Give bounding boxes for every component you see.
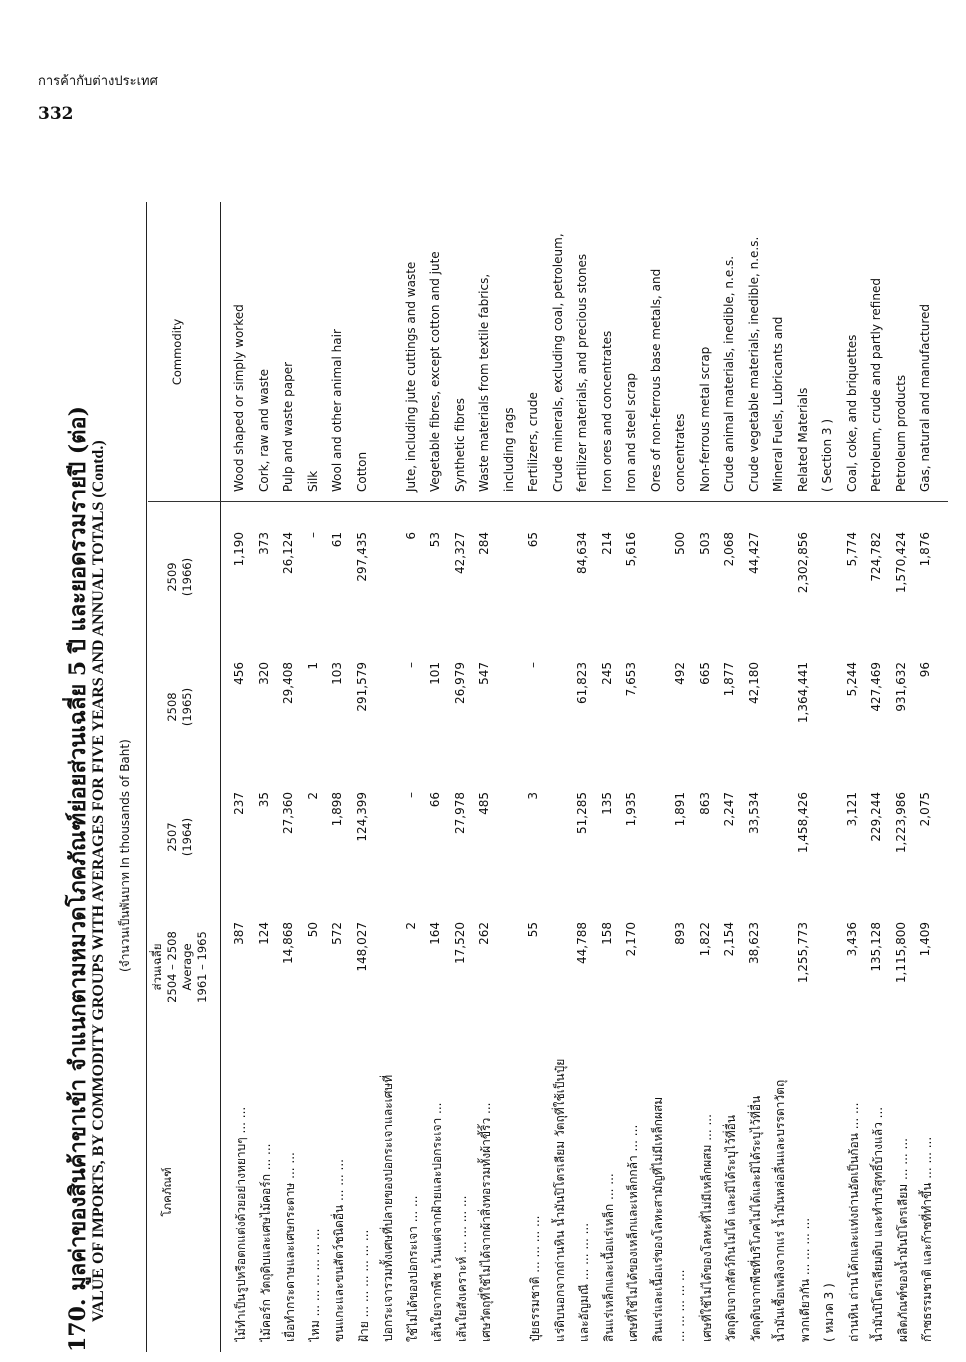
cell-th: เศษที่ใช้ไม่ได้ของเหล็กและเหล็กกล้า ... ... xyxy=(626,1124,640,1342)
cell-y66: 44,427 xyxy=(746,532,761,574)
cell-y66: 84,634 xyxy=(575,532,589,574)
cell-en: Ores of non-ferrous base metals, and xyxy=(648,268,663,492)
cell-y66: 2,302,856 xyxy=(795,532,810,594)
cell-avg: 14,868 xyxy=(281,922,295,964)
cell-th: ( หมวด 3 ) xyxy=(822,1283,836,1342)
cell-y64: 1,891 xyxy=(673,792,687,827)
cell-avg: 1,409 xyxy=(918,922,932,957)
cell-avg: 2,154 xyxy=(722,922,736,957)
cell-en: Vegetable fibres, except cotton and jute xyxy=(428,251,442,492)
cell-y64: 35 xyxy=(256,792,271,808)
table-row xyxy=(820,202,840,1352)
cell-y65: 101 xyxy=(428,662,442,685)
table-row xyxy=(698,202,718,1352)
table-unit-note: (จำนวนเป็นพันบาท In thousands of Baht) xyxy=(118,739,132,972)
cell-th: และอัญมณี ... ... ... ... xyxy=(577,1222,591,1342)
table-row xyxy=(600,202,620,1352)
table-row xyxy=(404,202,424,1352)
cell-y64: 51,285 xyxy=(575,792,589,834)
cell-y65: 5,244 xyxy=(844,662,859,697)
cell-y64: 485 xyxy=(477,792,491,815)
cell-en: Iron ores and concentrates xyxy=(599,330,614,492)
cell-y65: 96 xyxy=(918,662,932,678)
cell-avg: 387 xyxy=(232,922,246,945)
cell-y65: 26,979 xyxy=(452,662,467,704)
cell-y65: 931,632 xyxy=(893,662,908,712)
col-header-2509: 2509 xyxy=(165,562,179,592)
cell-y65: 492 xyxy=(673,662,687,685)
cell-en: Non-ferrous metal scrap xyxy=(697,346,712,492)
cell-th: ผลิตภัณฑ์ของน้ำมันปิโตรเลียม ... ... ... xyxy=(895,1138,910,1342)
cell-th: พวกเดียวกัน ... ... ... ... xyxy=(797,1217,812,1342)
col-header-1966-ad: (1966) xyxy=(180,557,194,597)
cell-y65: 29,408 xyxy=(281,662,295,704)
cell-en: Wool and other animal hair xyxy=(330,329,344,492)
cell-y66: 2,068 xyxy=(722,532,736,567)
cell-th: เยื่อทำกระดาษและเศษกระดาษ ... ... xyxy=(283,1152,297,1342)
cell-en: Crude minerals, excluding coal, petroleum, xyxy=(550,233,565,492)
cell-en: Synthetic fibres xyxy=(452,398,467,492)
cell-y64: 3,121 xyxy=(844,792,859,827)
cell-y64: 2,247 xyxy=(722,792,736,827)
cell-y64: 2,075 xyxy=(918,792,932,827)
cell-avg: 55 xyxy=(526,922,540,938)
cell-th: เส้นใยจากพืช เว้นแต่จากฝ้ายและปอกระเจา ... xyxy=(430,1102,444,1342)
cell-th: ก๊าซธรรมชาติ และก๊าซที่ทำขึ้น ... ... ... xyxy=(920,1136,934,1342)
running-head: การค้ากับต่างประเทศ xyxy=(38,74,158,89)
cell-y66: 297,435 xyxy=(354,532,369,582)
cell-y65: 456 xyxy=(232,662,246,685)
cell-en: ( Section 3 ) xyxy=(820,418,834,492)
cell-y66: 1,876 xyxy=(918,532,932,567)
cell-y66: 503 xyxy=(697,532,712,555)
cell-y65: 291,579 xyxy=(354,662,369,712)
cell-en: Jute, including jute cuttings and waste xyxy=(403,261,418,492)
col-header-commodity: Commodity xyxy=(170,318,184,386)
cell-avg: 572 xyxy=(330,922,344,945)
cell-th: วัตถุดิบจากสัตว์กินไม่ได้ และมิได้ระบุไว้ที่อื่น xyxy=(724,1114,738,1342)
table-row xyxy=(722,202,742,1352)
rotated-table-page xyxy=(60,122,960,1352)
cell-en: Mineral Fuels, Lubricants and xyxy=(771,316,785,492)
cell-avg: 38,623 xyxy=(746,922,761,964)
cell-en: including rags xyxy=(501,407,516,492)
cell-y65: 1,877 xyxy=(722,662,736,697)
col-header-2508: 2508 xyxy=(165,692,179,722)
table-row xyxy=(379,202,399,1352)
cell-y65: – xyxy=(403,662,418,668)
cell-y64: 1,898 xyxy=(330,792,344,827)
cell-y66: 61 xyxy=(330,532,344,548)
table-row xyxy=(355,202,375,1352)
cell-y64: 27,978 xyxy=(452,792,467,834)
cell-th: สินแร่เหล็กและเนื้อแร่เหล็ก ... ... xyxy=(601,1173,616,1342)
cell-en: fertilizer materials, and precious stones xyxy=(575,253,589,492)
cell-y66: – xyxy=(305,532,320,538)
cell-en: Silk xyxy=(305,470,320,492)
cell-y65: 103 xyxy=(330,662,344,685)
col-header-1964 xyxy=(165,782,195,892)
col-header-thai: โภคภัณฑ์ xyxy=(160,1167,174,1217)
table-row xyxy=(281,202,301,1352)
cell-en: Petroleum products xyxy=(893,374,908,492)
cell-avg: 164 xyxy=(428,922,442,945)
cell-avg: 158 xyxy=(599,922,614,945)
cell-th: เศษวัตถุที่ใช้ไม่ได้จากผ้าสิ่งทอรวมทั้งผ้าขี้ริ้ว ... xyxy=(479,1102,493,1342)
table-row xyxy=(477,202,497,1352)
cell-avg: 3,436 xyxy=(844,922,859,957)
cell-y66: 214 xyxy=(599,532,614,555)
cell-y64: 229,244 xyxy=(869,792,883,842)
table-row xyxy=(257,202,277,1352)
col-header-2507: 2507 xyxy=(165,822,179,852)
cell-th: เศษที่ใช้ไม่ได้ของโลหะที่ไม่มีเหล็กผสม ... ... xyxy=(699,1114,714,1342)
cell-en: Fertilizers, crude xyxy=(526,392,540,492)
page-number: 332 xyxy=(38,104,74,124)
cell-avg: 1,255,773 xyxy=(795,922,810,984)
cell-th: น้ำมันเชื้อเพลิงจากแร่ น้ำมันหล่อลื่นและบรรดาวัตถุ xyxy=(773,1079,787,1342)
cell-y66: 53 xyxy=(428,532,442,548)
cell-y66: 5,616 xyxy=(624,532,638,567)
cell-en: Iron and steel scrap xyxy=(624,373,638,492)
cell-y66: 1,570,424 xyxy=(893,532,908,594)
cell-y65: 61,823 xyxy=(575,662,589,704)
cell-th: สินแร่และเนื้อแร่ของโลหะสามัญที่ไม่มีเหล็กผสม xyxy=(650,1096,665,1342)
col-header-average xyxy=(150,912,210,1022)
col-header-average-thai: ส่วนเฉลี่ย xyxy=(150,943,164,991)
cell-avg: 148,027 xyxy=(354,922,369,972)
cell-th: ไม้คอร์ก วัตถุดิบและเศษไม้คอร์ก ... ... xyxy=(258,1143,273,1342)
table-row xyxy=(894,202,914,1352)
cell-avg: 2 xyxy=(403,922,418,930)
cell-y65: 1,364,441 xyxy=(795,662,810,724)
cell-y64: 1,458,426 xyxy=(795,792,810,854)
cell-y64: 1,935 xyxy=(624,792,638,827)
table-row xyxy=(330,202,350,1352)
table-row xyxy=(453,202,473,1352)
cell-y64: 863 xyxy=(697,792,712,815)
cell-en: Pulp and waste paper xyxy=(281,361,295,492)
cell-y64: – xyxy=(403,792,418,798)
cell-th: ไหม ... ... ... ... ... ... xyxy=(307,1228,322,1342)
header-rule xyxy=(220,202,221,1352)
col-header-1965 xyxy=(165,652,195,762)
table-row xyxy=(747,202,767,1352)
cell-en: Petroleum, crude and partly refined xyxy=(869,278,883,492)
cell-y64: 66 xyxy=(428,792,442,808)
table-title-english: VALUE OF IMPORTS, BY COMMODITY GROUPS WITH AVERAGES FOR FIVE YEARS AND ANNUAL TOTALS (Contd.) xyxy=(90,440,107,1322)
cell-y65: 320 xyxy=(256,662,271,685)
cell-y65: 1 xyxy=(305,662,320,670)
cell-y64: 124,399 xyxy=(354,792,369,842)
cell-avg: 893 xyxy=(673,922,687,945)
cell-avg: 262 xyxy=(477,922,491,945)
cell-en: Coal, coke, and briquettes xyxy=(844,334,859,492)
table-row xyxy=(502,202,522,1352)
col-header-1966 xyxy=(165,522,195,632)
col-header-1965-ad: (1965) xyxy=(180,687,194,727)
col-header-average-years-be: 2504 – 2508 xyxy=(165,931,179,1003)
cell-y66: 284 xyxy=(477,532,491,555)
cell-y66: 500 xyxy=(673,532,687,555)
cell-th: น้ำมันปิโตรเลียมดิบ และทำบริสุทธิ์บ้างแล้ว ... xyxy=(871,1106,885,1342)
table-row xyxy=(306,202,326,1352)
table-row xyxy=(845,202,865,1352)
cell-en: Gas, natural and manufactured xyxy=(918,303,932,492)
cell-en: Waste materials from textile fabrics, xyxy=(477,273,491,492)
top-rule xyxy=(146,202,147,1352)
table-row xyxy=(575,202,595,1352)
cell-y66: 65 xyxy=(526,532,540,548)
table-row xyxy=(526,202,546,1352)
cell-en: concentrates xyxy=(673,413,687,492)
cell-y64: 33,534 xyxy=(746,792,761,834)
cell-th: แร่ดิบนอกจากถ่านหิน น้ำมันปิโตรเลียม วัตถุที่ใช้เป็นปุ๋ย xyxy=(552,1058,567,1342)
cell-y66: 26,124 xyxy=(281,532,295,574)
cell-y65: – xyxy=(526,662,540,668)
cell-y66: 5,774 xyxy=(844,532,859,567)
table-row xyxy=(869,202,889,1352)
cell-en: Related Materials xyxy=(795,387,810,492)
cell-avg: 1,115,800 xyxy=(893,922,908,984)
cell-avg: 17,520 xyxy=(452,922,467,964)
cell-avg: 50 xyxy=(305,922,320,938)
cell-th: ถ่านหิน ถ่านโค้กและแท่งถ่านอัดเป็นก้อน ... ... xyxy=(846,1102,861,1342)
cell-avg: 1,822 xyxy=(697,922,712,957)
cell-en: Wood shaped or simply worked xyxy=(232,304,246,492)
cell-th: ไม้ทำเป็นรูปหรือตกแต่งด้วยอย่างหยาบๆ ... ... xyxy=(234,1106,248,1342)
col-header-average-years-ad: 1961 – 1965 xyxy=(195,931,209,1003)
cell-y66: 724,782 xyxy=(869,532,883,582)
table-row xyxy=(771,202,791,1352)
cell-en: Cork, raw and waste xyxy=(256,368,271,492)
cell-y65: 7,653 xyxy=(624,662,638,697)
cell-y64: 3 xyxy=(526,792,540,800)
cell-th: ปุ๋ยธรรมชาติ ... ... ... ... xyxy=(528,1215,542,1342)
cell-y66: 6 xyxy=(403,532,418,540)
cell-y65: 427,469 xyxy=(869,662,883,712)
table-title-thai: 170. มูลค่าของสินค้าขาเข้า จำแนกตามหมวดโภคภัณฑ์ย่อยส่วนเฉลี่ย 5 ปี และยอดรวมรายปี (ต่อ) xyxy=(65,405,91,1352)
table-row xyxy=(624,202,644,1352)
table-row xyxy=(673,202,693,1352)
table-row xyxy=(918,202,938,1352)
cell-y65: 665 xyxy=(697,662,712,685)
table-row xyxy=(796,202,816,1352)
cell-y65: 42,180 xyxy=(746,662,761,704)
cell-y64: 135 xyxy=(599,792,614,815)
cell-avg: 135,128 xyxy=(869,922,883,972)
cell-th: ใช้ไม่ได้ของปอกระเจา ... ... xyxy=(405,1195,420,1342)
cell-y64: 2 xyxy=(305,792,320,800)
cell-en: Crude animal materials, inedible, n.e.s. xyxy=(722,255,736,492)
cell-y64: 1,223,986 xyxy=(893,792,908,854)
cell-avg: 124 xyxy=(256,922,271,945)
table-row xyxy=(232,202,252,1352)
cell-y64: 27,360 xyxy=(281,792,295,834)
cell-th: วัตถุดิบจากพืชที่บริโภคไม่ได้และมิได้ระบุไว้ที่อื่น xyxy=(748,1095,763,1342)
cell-y66: 1,190 xyxy=(232,532,246,567)
table-row xyxy=(428,202,448,1352)
cell-en: Cotton xyxy=(354,451,369,492)
cell-th: ขนแกะและขนสัตว์ชนิดอื่น ... ... ... xyxy=(332,1159,346,1342)
cell-avg: 44,788 xyxy=(575,922,589,964)
cell-y65: 547 xyxy=(477,662,491,685)
table-row xyxy=(551,202,571,1352)
cell-y66: 42,327 xyxy=(452,532,467,574)
cell-en: Crude vegetable materials, inedible, n.e.s. xyxy=(746,236,761,492)
cell-avg: 2,170 xyxy=(624,922,638,957)
cell-y66: 373 xyxy=(256,532,271,555)
cell-th: ปอกระเจารวมทั้งเศษที่ปลายของปอกระเจาและเศษที่ xyxy=(381,1074,395,1342)
table-row xyxy=(649,202,669,1352)
cell-y64: 237 xyxy=(232,792,246,815)
cell-th: ฝ้าย ... ... ... ... ... ... xyxy=(356,1229,371,1342)
cell-y65: 245 xyxy=(599,662,614,685)
cell-th: เส้นใยสังเคราะห์ ... ... ... ... xyxy=(454,1195,469,1342)
cell-th: ... ... ... ... ... xyxy=(673,1269,687,1342)
col-header-1964-ad: (1964) xyxy=(180,817,194,857)
col-header-average-en: Average xyxy=(180,943,194,991)
